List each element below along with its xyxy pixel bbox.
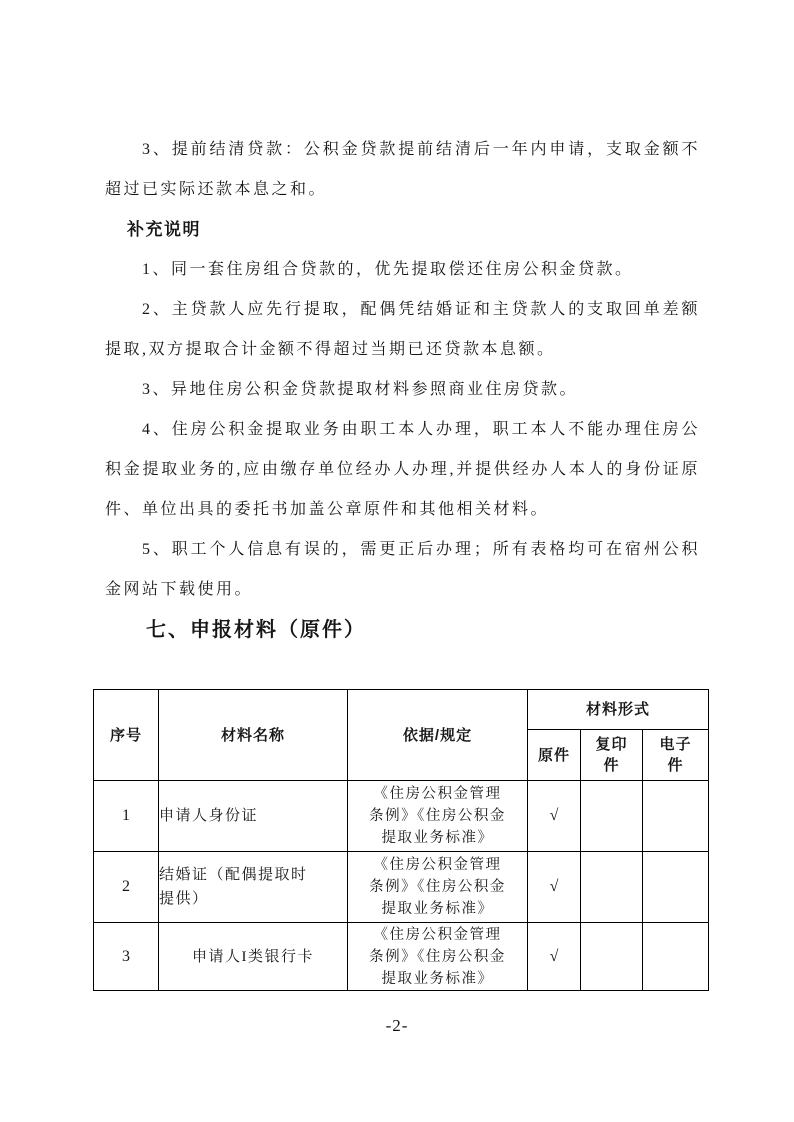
column-header-material-form-group: 材料形式 bbox=[528, 690, 709, 730]
cell-original-checkmark: √ bbox=[528, 923, 581, 991]
supplement-item-5: 5、职工个人信息有误的，需更正后办理；所有表格均可在宿州公积金网站下载使用。 bbox=[105, 541, 700, 598]
cell-basis: 《住房公积金管理 条例》《住房公积金 提取业务标准》 bbox=[348, 923, 528, 991]
supplement-item-2: 2、主贷款人应先行提取，配偶凭结婚证和主贷款人的支取回单差额提取,双方提取合计金额不得超过当期已还贷款本息额。 bbox=[105, 301, 700, 358]
cell-material-name: 申请人身份证 bbox=[159, 781, 348, 852]
column-header-seq: 序号 bbox=[94, 690, 159, 781]
cell-electronic bbox=[643, 852, 709, 923]
table-row bbox=[94, 852, 709, 923]
cell-seq: 2 bbox=[94, 852, 159, 923]
cell-material-name: 申请人I类银行卡 bbox=[159, 923, 348, 991]
column-header-basis: 依据/规定 bbox=[348, 690, 528, 781]
column-header-material-name: 材料名称 bbox=[159, 690, 348, 781]
cell-electronic bbox=[643, 923, 709, 991]
table-header-row-1 bbox=[94, 690, 709, 730]
column-header-copy: 复印 件 bbox=[581, 730, 643, 781]
materials-table bbox=[93, 689, 709, 991]
cell-copy bbox=[581, 852, 643, 923]
cell-original-checkmark: √ bbox=[528, 852, 581, 923]
cell-electronic bbox=[643, 781, 709, 852]
cell-original-checkmark: √ bbox=[528, 781, 581, 852]
cell-copy bbox=[581, 781, 643, 852]
supplement-item-4: 4、住房公积金提取业务由职工本人办理，职工本人不能办理住房公积金提取业务的,应由缴存单位经办人办理,并提供经办人本人的身份证原件、单位出具的委托书加盖公章原件和其他相关材料。 bbox=[105, 421, 700, 518]
column-header-original: 原件 bbox=[528, 730, 581, 781]
cell-seq: 3 bbox=[94, 923, 159, 991]
cell-seq: 1 bbox=[94, 781, 159, 852]
cell-basis: 《住房公积金管理 条例》《住房公积金 提取业务标准》 bbox=[348, 781, 528, 852]
paragraph-prepay-loan: 3、提前结清贷款：公积金贷款提前结清后一年内申请，支取金额不超过已实际还款本息之和。 bbox=[105, 141, 700, 198]
table-row bbox=[94, 923, 709, 991]
column-header-electronic: 电子 件 bbox=[643, 730, 709, 781]
table-row bbox=[94, 781, 709, 852]
section-heading-declaration-materials: 七、申报材料（原件） bbox=[146, 619, 366, 641]
supplement-item-3: 3、异地住房公积金贷款提取材料参照商业住房贷款。 bbox=[142, 381, 579, 398]
page-number: -2- bbox=[385, 1016, 409, 1035]
supplement-heading: 补充说明 bbox=[127, 220, 201, 239]
document-body bbox=[105, 130, 700, 991]
cell-material-name: 结婚证（配偶提取时 提供） bbox=[159, 852, 348, 923]
cell-copy bbox=[581, 923, 643, 991]
cell-basis: 《住房公积金管理 条例》《住房公积金 提取业务标准》 bbox=[348, 852, 528, 923]
supplement-item-1: 1、同一套住房组合贷款的，优先提取偿还住房公积金贷款。 bbox=[142, 261, 634, 278]
